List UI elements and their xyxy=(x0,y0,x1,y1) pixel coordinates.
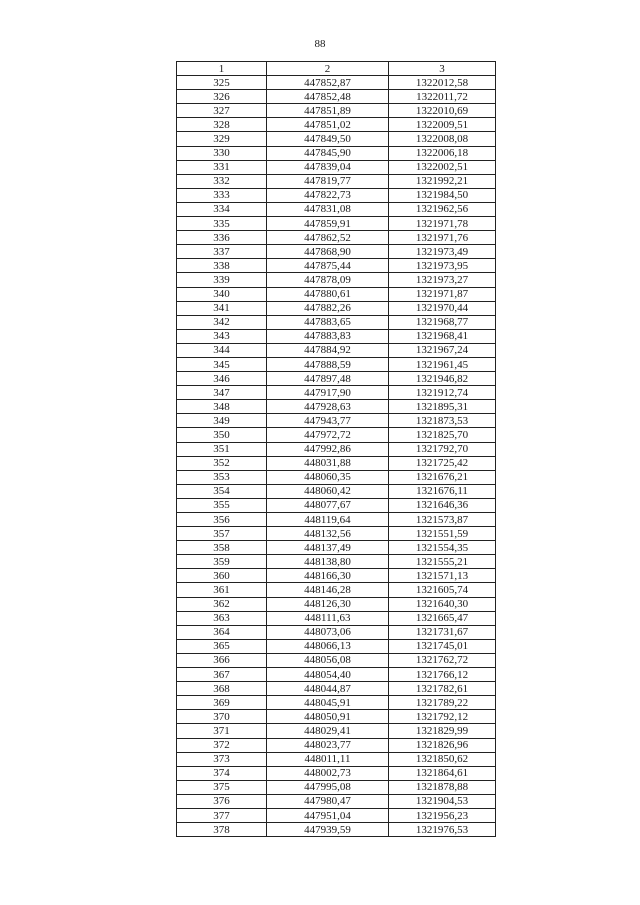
point-number-cell: 326 xyxy=(177,90,267,104)
point-number-cell: 350 xyxy=(177,428,267,442)
table-row xyxy=(177,808,496,822)
table-row xyxy=(177,301,496,315)
x-coordinate-cell: 447943,77 xyxy=(267,414,389,428)
x-coordinate-cell: 447875,44 xyxy=(267,259,389,273)
x-coordinate-cell: 448054,40 xyxy=(267,668,389,682)
column-header-x-coordinate: 2 xyxy=(267,62,389,76)
table-row xyxy=(177,315,496,329)
x-coordinate-cell: 448060,42 xyxy=(267,484,389,498)
y-coordinate-cell: 1321555,21 xyxy=(389,555,496,569)
column-header-point-number: 1 xyxy=(177,62,267,76)
point-number-cell: 336 xyxy=(177,231,267,245)
point-number-cell: 345 xyxy=(177,357,267,371)
y-coordinate-cell: 1321745,01 xyxy=(389,639,496,653)
point-number-cell: 347 xyxy=(177,386,267,400)
y-coordinate-cell: 1321829,99 xyxy=(389,724,496,738)
table-row xyxy=(177,118,496,132)
point-number-cell: 327 xyxy=(177,104,267,118)
y-coordinate-cell: 1322011,72 xyxy=(389,90,496,104)
point-number-cell: 349 xyxy=(177,414,267,428)
point-number-cell: 363 xyxy=(177,611,267,625)
table-row xyxy=(177,738,496,752)
y-coordinate-cell: 1321640,30 xyxy=(389,597,496,611)
table-row xyxy=(177,611,496,625)
y-coordinate-cell: 1321984,50 xyxy=(389,188,496,202)
table-row xyxy=(177,766,496,780)
y-coordinate-cell: 1322006,18 xyxy=(389,146,496,160)
x-coordinate-cell: 448050,91 xyxy=(267,710,389,724)
table-row xyxy=(177,625,496,639)
table-row xyxy=(177,569,496,583)
y-coordinate-cell: 1321961,45 xyxy=(389,357,496,371)
table-row xyxy=(177,104,496,118)
x-coordinate-cell: 448137,49 xyxy=(267,541,389,555)
point-number-cell: 348 xyxy=(177,400,267,414)
y-coordinate-cell: 1321665,47 xyxy=(389,611,496,625)
point-number-cell: 333 xyxy=(177,188,267,202)
point-number-cell: 341 xyxy=(177,301,267,315)
table-row xyxy=(177,513,496,527)
x-coordinate-cell: 448031,88 xyxy=(267,456,389,470)
x-coordinate-cell: 447884,92 xyxy=(267,343,389,357)
table-header-row xyxy=(177,62,496,76)
point-number-cell: 335 xyxy=(177,217,267,231)
x-coordinate-cell: 448045,91 xyxy=(267,696,389,710)
point-number-cell: 365 xyxy=(177,639,267,653)
table-row xyxy=(177,146,496,160)
y-coordinate-cell: 1321766,12 xyxy=(389,668,496,682)
point-number-cell: 346 xyxy=(177,372,267,386)
x-coordinate-cell: 447897,48 xyxy=(267,372,389,386)
x-coordinate-cell: 447992,86 xyxy=(267,442,389,456)
point-number-cell: 360 xyxy=(177,569,267,583)
table-row xyxy=(177,639,496,653)
table-row xyxy=(177,90,496,104)
x-coordinate-cell: 447851,89 xyxy=(267,104,389,118)
column-header-y-coordinate: 3 xyxy=(389,62,496,76)
y-coordinate-cell: 1321895,31 xyxy=(389,400,496,414)
point-number-cell: 329 xyxy=(177,132,267,146)
y-coordinate-cell: 1321912,74 xyxy=(389,386,496,400)
x-coordinate-cell: 448126,30 xyxy=(267,597,389,611)
y-coordinate-cell: 1321825,70 xyxy=(389,428,496,442)
table-row xyxy=(177,372,496,386)
point-number-cell: 352 xyxy=(177,456,267,470)
table-row xyxy=(177,174,496,188)
x-coordinate-cell: 448077,67 xyxy=(267,498,389,512)
table-row xyxy=(177,357,496,371)
x-coordinate-cell: 447859,91 xyxy=(267,217,389,231)
table-row xyxy=(177,245,496,259)
x-coordinate-cell: 448146,28 xyxy=(267,583,389,597)
point-number-cell: 344 xyxy=(177,343,267,357)
y-coordinate-cell: 1321956,23 xyxy=(389,808,496,822)
table-row xyxy=(177,132,496,146)
coordinates-table xyxy=(176,61,496,837)
point-number-cell: 374 xyxy=(177,766,267,780)
table-row xyxy=(177,682,496,696)
point-number-cell: 328 xyxy=(177,118,267,132)
x-coordinate-cell: 447862,52 xyxy=(267,231,389,245)
point-number-cell: 342 xyxy=(177,315,267,329)
table-row xyxy=(177,527,496,541)
table-row xyxy=(177,597,496,611)
x-coordinate-cell: 447849,50 xyxy=(267,132,389,146)
table-row xyxy=(177,583,496,597)
y-coordinate-cell: 1321904,53 xyxy=(389,794,496,808)
x-coordinate-cell: 448011,11 xyxy=(267,752,389,766)
y-coordinate-cell: 1321646,36 xyxy=(389,498,496,512)
point-number-cell: 332 xyxy=(177,174,267,188)
y-coordinate-cell: 1321946,82 xyxy=(389,372,496,386)
x-coordinate-cell: 448066,13 xyxy=(267,639,389,653)
y-coordinate-cell: 1321573,87 xyxy=(389,513,496,527)
point-number-cell: 351 xyxy=(177,442,267,456)
table-row xyxy=(177,752,496,766)
y-coordinate-cell: 1321782,61 xyxy=(389,682,496,696)
x-coordinate-cell: 447831,08 xyxy=(267,202,389,216)
x-coordinate-cell: 448132,56 xyxy=(267,527,389,541)
y-coordinate-cell: 1321968,77 xyxy=(389,315,496,329)
point-number-cell: 361 xyxy=(177,583,267,597)
x-coordinate-cell: 447883,83 xyxy=(267,329,389,343)
table-body xyxy=(177,76,496,837)
x-coordinate-cell: 448056,08 xyxy=(267,653,389,667)
table-row xyxy=(177,710,496,724)
point-number-cell: 354 xyxy=(177,484,267,498)
table-row xyxy=(177,668,496,682)
y-coordinate-cell: 1321973,95 xyxy=(389,259,496,273)
y-coordinate-cell: 1321571,13 xyxy=(389,569,496,583)
x-coordinate-cell: 448060,35 xyxy=(267,470,389,484)
x-coordinate-cell: 447822,73 xyxy=(267,188,389,202)
x-coordinate-cell: 447845,90 xyxy=(267,146,389,160)
y-coordinate-cell: 1321864,61 xyxy=(389,766,496,780)
table-row xyxy=(177,442,496,456)
y-coordinate-cell: 1322008,08 xyxy=(389,132,496,146)
point-number-cell: 331 xyxy=(177,160,267,174)
table-row xyxy=(177,541,496,555)
point-number-cell: 334 xyxy=(177,202,267,216)
y-coordinate-cell: 1322010,69 xyxy=(389,104,496,118)
x-coordinate-cell: 448029,41 xyxy=(267,724,389,738)
x-coordinate-cell: 447951,04 xyxy=(267,808,389,822)
point-number-cell: 377 xyxy=(177,808,267,822)
x-coordinate-cell: 448023,77 xyxy=(267,738,389,752)
table-row xyxy=(177,343,496,357)
table-row xyxy=(177,823,496,837)
y-coordinate-cell: 1321605,74 xyxy=(389,583,496,597)
point-number-cell: 338 xyxy=(177,259,267,273)
point-number-cell: 357 xyxy=(177,527,267,541)
point-number-cell: 375 xyxy=(177,780,267,794)
x-coordinate-cell: 447852,87 xyxy=(267,76,389,90)
point-number-cell: 368 xyxy=(177,682,267,696)
y-coordinate-cell: 1321789,22 xyxy=(389,696,496,710)
table-row xyxy=(177,414,496,428)
y-coordinate-cell: 1321676,11 xyxy=(389,484,496,498)
x-coordinate-cell: 447995,08 xyxy=(267,780,389,794)
x-coordinate-cell: 447819,77 xyxy=(267,174,389,188)
y-coordinate-cell: 1321992,21 xyxy=(389,174,496,188)
point-number-cell: 371 xyxy=(177,724,267,738)
x-coordinate-cell: 447868,90 xyxy=(267,245,389,259)
y-coordinate-cell: 1321973,27 xyxy=(389,273,496,287)
x-coordinate-cell: 448138,80 xyxy=(267,555,389,569)
x-coordinate-cell: 447888,59 xyxy=(267,357,389,371)
x-coordinate-cell: 447878,09 xyxy=(267,273,389,287)
table-row xyxy=(177,202,496,216)
x-coordinate-cell: 447928,63 xyxy=(267,400,389,414)
table-row xyxy=(177,287,496,301)
table-row xyxy=(177,456,496,470)
y-coordinate-cell: 1321676,21 xyxy=(389,470,496,484)
x-coordinate-cell: 447852,48 xyxy=(267,90,389,104)
table-row xyxy=(177,794,496,808)
table-row xyxy=(177,273,496,287)
table-row xyxy=(177,217,496,231)
point-number-cell: 362 xyxy=(177,597,267,611)
y-coordinate-cell: 1321971,78 xyxy=(389,217,496,231)
table-row xyxy=(177,428,496,442)
y-coordinate-cell: 1321731,67 xyxy=(389,625,496,639)
x-coordinate-cell: 447917,90 xyxy=(267,386,389,400)
y-coordinate-cell: 1321873,53 xyxy=(389,414,496,428)
x-coordinate-cell: 447839,04 xyxy=(267,160,389,174)
point-number-cell: 330 xyxy=(177,146,267,160)
y-coordinate-cell: 1322012,58 xyxy=(389,76,496,90)
point-number-cell: 337 xyxy=(177,245,267,259)
table-row xyxy=(177,484,496,498)
y-coordinate-cell: 1321792,70 xyxy=(389,442,496,456)
x-coordinate-cell: 447972,72 xyxy=(267,428,389,442)
y-coordinate-cell: 1322009,51 xyxy=(389,118,496,132)
y-coordinate-cell: 1321850,62 xyxy=(389,752,496,766)
table-row xyxy=(177,259,496,273)
x-coordinate-cell: 447980,47 xyxy=(267,794,389,808)
point-number-cell: 372 xyxy=(177,738,267,752)
point-number-cell: 358 xyxy=(177,541,267,555)
x-coordinate-cell: 447883,65 xyxy=(267,315,389,329)
point-number-cell: 355 xyxy=(177,498,267,512)
x-coordinate-cell: 448111,63 xyxy=(267,611,389,625)
y-coordinate-cell: 1321967,24 xyxy=(389,343,496,357)
table-row xyxy=(177,696,496,710)
table-row xyxy=(177,400,496,414)
table-row xyxy=(177,160,496,174)
point-number-cell: 325 xyxy=(177,76,267,90)
y-coordinate-cell: 1321968,41 xyxy=(389,329,496,343)
point-number-cell: 378 xyxy=(177,823,267,837)
table-row xyxy=(177,780,496,794)
y-coordinate-cell: 1321762,72 xyxy=(389,653,496,667)
y-coordinate-cell: 1321976,53 xyxy=(389,823,496,837)
table-row xyxy=(177,231,496,245)
y-coordinate-cell: 1321971,76 xyxy=(389,231,496,245)
x-coordinate-cell: 448044,87 xyxy=(267,682,389,696)
x-coordinate-cell: 448119,64 xyxy=(267,513,389,527)
table-row xyxy=(177,329,496,343)
y-coordinate-cell: 1322002,51 xyxy=(389,160,496,174)
x-coordinate-cell: 447880,61 xyxy=(267,287,389,301)
y-coordinate-cell: 1321725,42 xyxy=(389,456,496,470)
point-number-cell: 366 xyxy=(177,653,267,667)
point-number-cell: 353 xyxy=(177,470,267,484)
page-number: 88 xyxy=(314,38,326,50)
point-number-cell: 359 xyxy=(177,555,267,569)
y-coordinate-cell: 1321973,49 xyxy=(389,245,496,259)
table-row xyxy=(177,386,496,400)
y-coordinate-cell: 1321971,87 xyxy=(389,287,496,301)
x-coordinate-cell: 447939,59 xyxy=(267,823,389,837)
table-row xyxy=(177,653,496,667)
point-number-cell: 364 xyxy=(177,625,267,639)
table-row xyxy=(177,498,496,512)
y-coordinate-cell: 1321554,35 xyxy=(389,541,496,555)
table-row xyxy=(177,724,496,738)
point-number-cell: 373 xyxy=(177,752,267,766)
y-coordinate-cell: 1321962,56 xyxy=(389,202,496,216)
x-coordinate-cell: 448002,73 xyxy=(267,766,389,780)
point-number-cell: 370 xyxy=(177,710,267,724)
point-number-cell: 376 xyxy=(177,794,267,808)
y-coordinate-cell: 1321551,59 xyxy=(389,527,496,541)
y-coordinate-cell: 1321792,12 xyxy=(389,710,496,724)
y-coordinate-cell: 1321878,88 xyxy=(389,780,496,794)
y-coordinate-cell: 1321970,44 xyxy=(389,301,496,315)
point-number-cell: 343 xyxy=(177,329,267,343)
table-row xyxy=(177,555,496,569)
y-coordinate-cell: 1321826,96 xyxy=(389,738,496,752)
point-number-cell: 339 xyxy=(177,273,267,287)
point-number-cell: 367 xyxy=(177,668,267,682)
point-number-cell: 356 xyxy=(177,513,267,527)
table-row xyxy=(177,188,496,202)
x-coordinate-cell: 447882,26 xyxy=(267,301,389,315)
table-row xyxy=(177,76,496,90)
point-number-cell: 340 xyxy=(177,287,267,301)
x-coordinate-cell: 448166,30 xyxy=(267,569,389,583)
x-coordinate-cell: 447851,02 xyxy=(267,118,389,132)
point-number-cell: 369 xyxy=(177,696,267,710)
x-coordinate-cell: 448073,06 xyxy=(267,625,389,639)
table-row xyxy=(177,470,496,484)
